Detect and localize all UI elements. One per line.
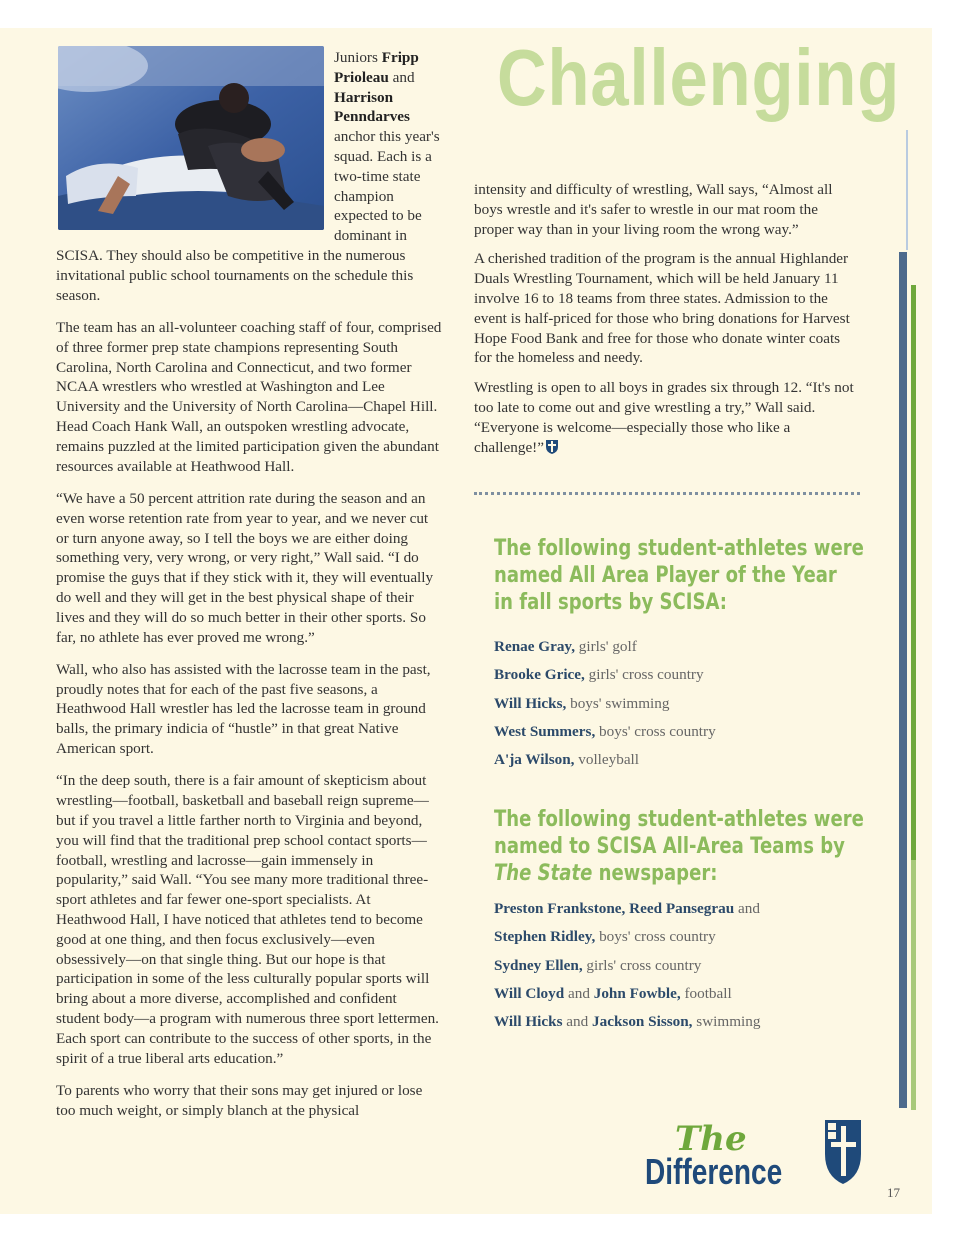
list-item [494, 956, 874, 984]
body-paragraph: “In the deep south, there is a fair amount of skepticism about wrestling—football, basketball and baseball reign supreme—but if you travel a little farther north to Virginia and beyond, you will find that the traditional prep school contact sports—football, wrestling and lacrosse—gain immensely in popularity,” said Wall. “You see many more traditional three-sport athletes and far fewer one-sport specialists. At Heathwood Hall, I have noticed that athletes tend to become good at one thing, and then focus exclusively—even obsessively—on that single thing. But our hope is that participation in some of the less culturally popular sports will bring about a more diverse, accomplished and confident student body—a program with numerous three sport lettermen. Each sport can contribute to the success of other sports, in the spirit of a true liberal arts education.” [56, 772, 439, 1067]
heading-line: The following student-athletes were [494, 536, 864, 561]
shield-icon [825, 1120, 861, 1184]
section-player-of-year [494, 535, 960, 616]
athlete-name: Renae Gray, [494, 638, 575, 655]
the-difference-logo [645, 1118, 865, 1188]
athlete-name: Stephen Ridley, [494, 928, 596, 946]
athlete-name: A'ja Wilson, [494, 751, 575, 769]
decorative-bar [899, 252, 907, 1108]
list-item [494, 927, 874, 955]
athlete-name: Jackson Sisson, [592, 1013, 693, 1031]
athlete-name: Harrison Penndarves [334, 88, 410, 126]
page-number: 17 [887, 1185, 900, 1200]
intro-text: anchor this year's squad. Each is a two-time state champion expected to be dominant in SCISA. They should also be competitive in the numerous invitational public school tournaments on the schedule this season. [56, 128, 440, 304]
list-item [494, 722, 874, 750]
newspaper-name: The State [494, 861, 593, 886]
body-paragraph: “We have a 50 percent attrition rate during the season and an even worse retention rate from year to year, and we never cut or turn anyone away, so I tell the boys we are either doing something very, very wrong, or very right,” Wall said. “I do promise the guys that if they stick with it, they will eventually do well and they will get in the best physical shape of their lives and they will do so much better in their other sports. So far, no athlete has ever proved me wrong.” [56, 489, 434, 646]
heading-line: in fall sports by SCISA: [494, 590, 727, 615]
athlete-name: Will Cloyd [494, 984, 565, 1002]
wrestling-photo-graphic [58, 46, 324, 230]
connector-text: and [564, 984, 594, 1002]
right-column [474, 180, 858, 467]
sport-label: girls' golf [575, 638, 637, 655]
section-heading [494, 535, 879, 616]
section-all-area [494, 806, 960, 887]
logo-script: The [675, 1119, 747, 1159]
wrestling-photo [58, 46, 324, 230]
connector-text: and [734, 900, 760, 917]
left-column [56, 48, 442, 1133]
athlete-name: Sydney Ellen, [494, 956, 583, 974]
intro-text: and [388, 68, 415, 86]
sport-label: girls' cross country [584, 666, 704, 684]
dotted-divider [474, 492, 860, 495]
sport-label: girls' cross country [582, 956, 702, 974]
body-paragraph: intensity and difficulty of wrestling, Wall says, “Almost all boys wrestle and it's safer to wrestle in our mat room the proper way than in your living room the wrong way.” [474, 181, 833, 238]
sport-label: boys' cross country [595, 928, 716, 946]
body-paragraph [474, 378, 858, 457]
player-of-year-list [494, 637, 874, 778]
body-paragraph: To parents who worry that their sons may get injured or lose too much weight, or simply blanch at the physical [56, 1082, 423, 1119]
athlete-name: Brooke Grice, [494, 666, 585, 684]
heading-line: named All Area Player of the Year [494, 563, 837, 588]
athlete-name: Fripp Prioleau [334, 49, 419, 86]
decorative-bar [911, 860, 916, 1110]
connector-text: and [562, 1013, 593, 1031]
athlete-name: West Summers, [494, 722, 596, 740]
shield-cross-icon [546, 440, 558, 454]
athlete-name: Preston Frankstone, Reed Pansegrau [494, 900, 735, 917]
list-item [494, 984, 874, 1012]
body-paragraph: Wall, who also has assisted with the lacrosse team in the past, proudly notes that for each of the past five seasons, a Heathwood Hall wrestler has led the lacrosse team in ground balls, the primary indicia of “hustle” in that great Native American sport. [56, 660, 431, 758]
body-paragraph: The team has an all-volunteer coaching staff of four, comprised of three former prep state champions representing South Carolina, North Carolina and Connecticut, and two former NCAA wrestlers who wrestled at Washington and Lee University and the University of North Carolina—Chapel Hill. Head Coach Hank Wall, an outspoken wrestling advocate, remains puzzled at the limited participation given the abundant resources available at Heathwood Hall. [56, 318, 442, 475]
athlete-name: Will Hicks, [494, 694, 567, 712]
list-item [494, 637, 874, 665]
list-item [494, 694, 874, 722]
sport-label: volleyball [574, 751, 640, 769]
heading-tail: newspaper: [592, 861, 718, 886]
all-area-list [494, 899, 874, 1040]
logo-wordmark: Difference [645, 1151, 783, 1188]
list-item [494, 1012, 874, 1040]
sport-label: boys' cross country [595, 722, 716, 740]
closing-text: Wrestling is open to all boys in grades six through 12. “It's not too late to come out and give wrestling a try,” Wall said. “Everyone is welcome—especially those who like a challenge!” [474, 379, 854, 456]
decorative-bar [911, 285, 916, 860]
heading-line: The following student-athletes were [494, 807, 864, 832]
athlete-name: Will Hicks [494, 1013, 563, 1031]
heading-line [494, 860, 879, 887]
section-heading [494, 806, 879, 887]
heading-line: named to SCISA All-Area Teams by [494, 834, 845, 859]
sport-label: football [680, 984, 732, 1002]
list-item [494, 665, 874, 693]
intro-text: Juniors [334, 49, 382, 66]
page-title: Challenging [497, 33, 901, 122]
logo-graphic [645, 1118, 865, 1188]
list-item [494, 899, 874, 927]
sport-label: boys' swimming [566, 694, 670, 712]
decorative-bar [906, 130, 908, 250]
sport-label: swimming [692, 1013, 761, 1031]
list-item [494, 750, 874, 778]
athlete-name: John Fowble, [593, 984, 681, 1002]
body-paragraph: A cherished tradition of the program is the annual Highlander Duals Wrestling Tournament, which will be held January 11 involve 16 to 18 teams from three states. Admission to the event is half-priced for those who bring donations for Harvest Hope Food Bank and free for those who donate winter coats for the homeless and needy. [474, 250, 850, 367]
